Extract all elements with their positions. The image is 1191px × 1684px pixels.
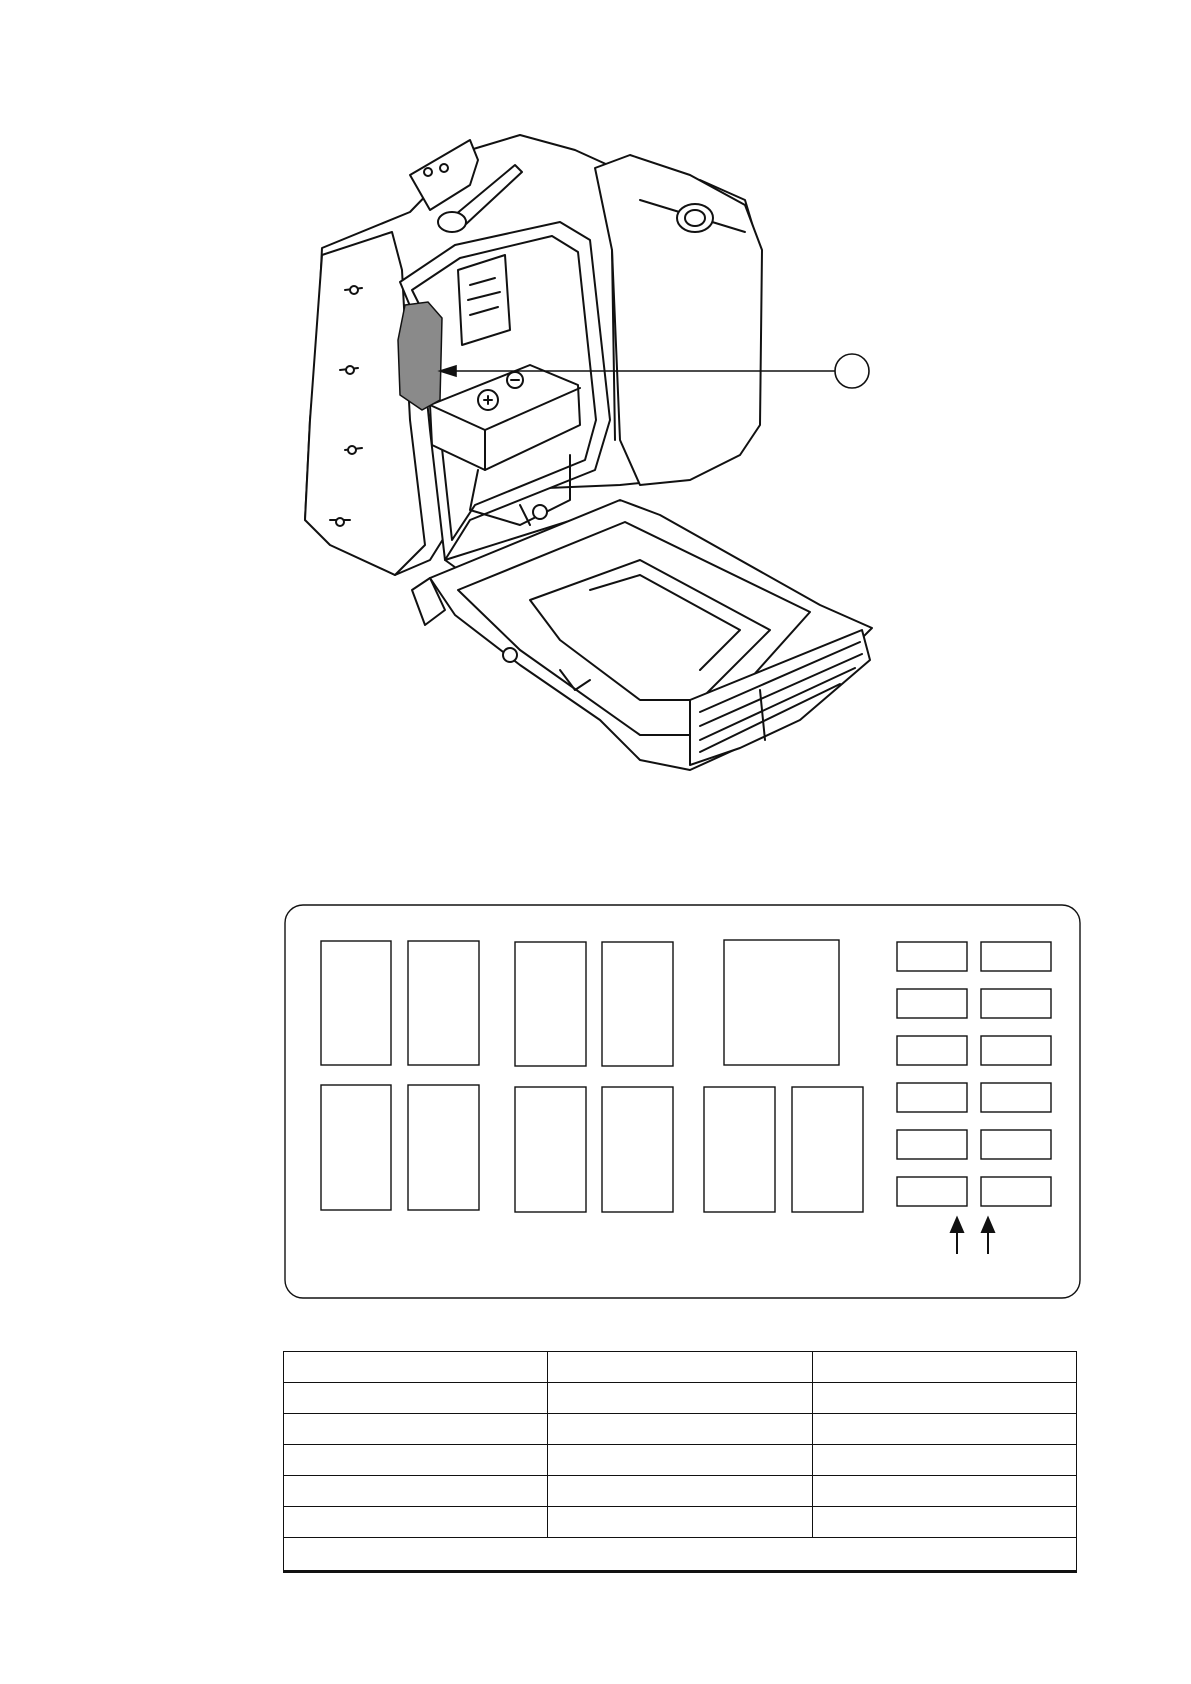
mini-fuse [981,1083,1051,1112]
table-cell [812,1507,1076,1538]
table-row [284,1507,1077,1538]
large-fuse [704,1087,775,1212]
mini-fuse [981,1177,1051,1206]
mini-fuse [981,989,1051,1018]
relay [724,940,839,1065]
large-fuse [792,1087,863,1212]
mini-fuse [897,989,967,1018]
table-row [284,1383,1077,1414]
large-fuse [602,1087,673,1212]
mini-fuse [897,1036,967,1065]
table-cell [548,1414,812,1445]
large-fuse [321,941,391,1065]
table-cell [284,1414,548,1445]
mini-fuse [981,1036,1051,1065]
large-fuse [515,1087,586,1212]
large-fuse [321,1085,391,1210]
table-cell [548,1507,812,1538]
table-cell [284,1352,548,1383]
fuse-table [283,1351,1077,1573]
fuse-table-wrap [283,1351,1077,1573]
table-cell [548,1383,812,1414]
large-fuse [602,942,673,1066]
table-cell [548,1445,812,1476]
table-cell [812,1414,1076,1445]
table-row [284,1476,1077,1507]
table-cell [284,1476,548,1507]
large-fuse [408,941,479,1065]
mini-fuse [981,1130,1051,1159]
table-cell [284,1445,548,1476]
large-fuse [515,942,586,1066]
mini-fuse [897,1130,967,1159]
table-cell [548,1476,812,1507]
table-row [284,1352,1077,1383]
table-note [284,1538,1077,1572]
table-cell [284,1507,548,1538]
table-cell [812,1476,1076,1507]
mini-fuse [897,1177,967,1206]
table-cell [812,1352,1076,1383]
table-cell [812,1445,1076,1476]
table-cell [548,1352,812,1383]
mini-fuse [897,1083,967,1112]
table-row [284,1414,1077,1445]
table-cell [284,1383,548,1414]
mini-fuse [897,942,967,971]
table-cell [812,1383,1076,1414]
table-note-row [284,1538,1077,1572]
large-fuse [408,1085,479,1210]
mini-fuse [981,942,1051,971]
table-row [284,1445,1077,1476]
